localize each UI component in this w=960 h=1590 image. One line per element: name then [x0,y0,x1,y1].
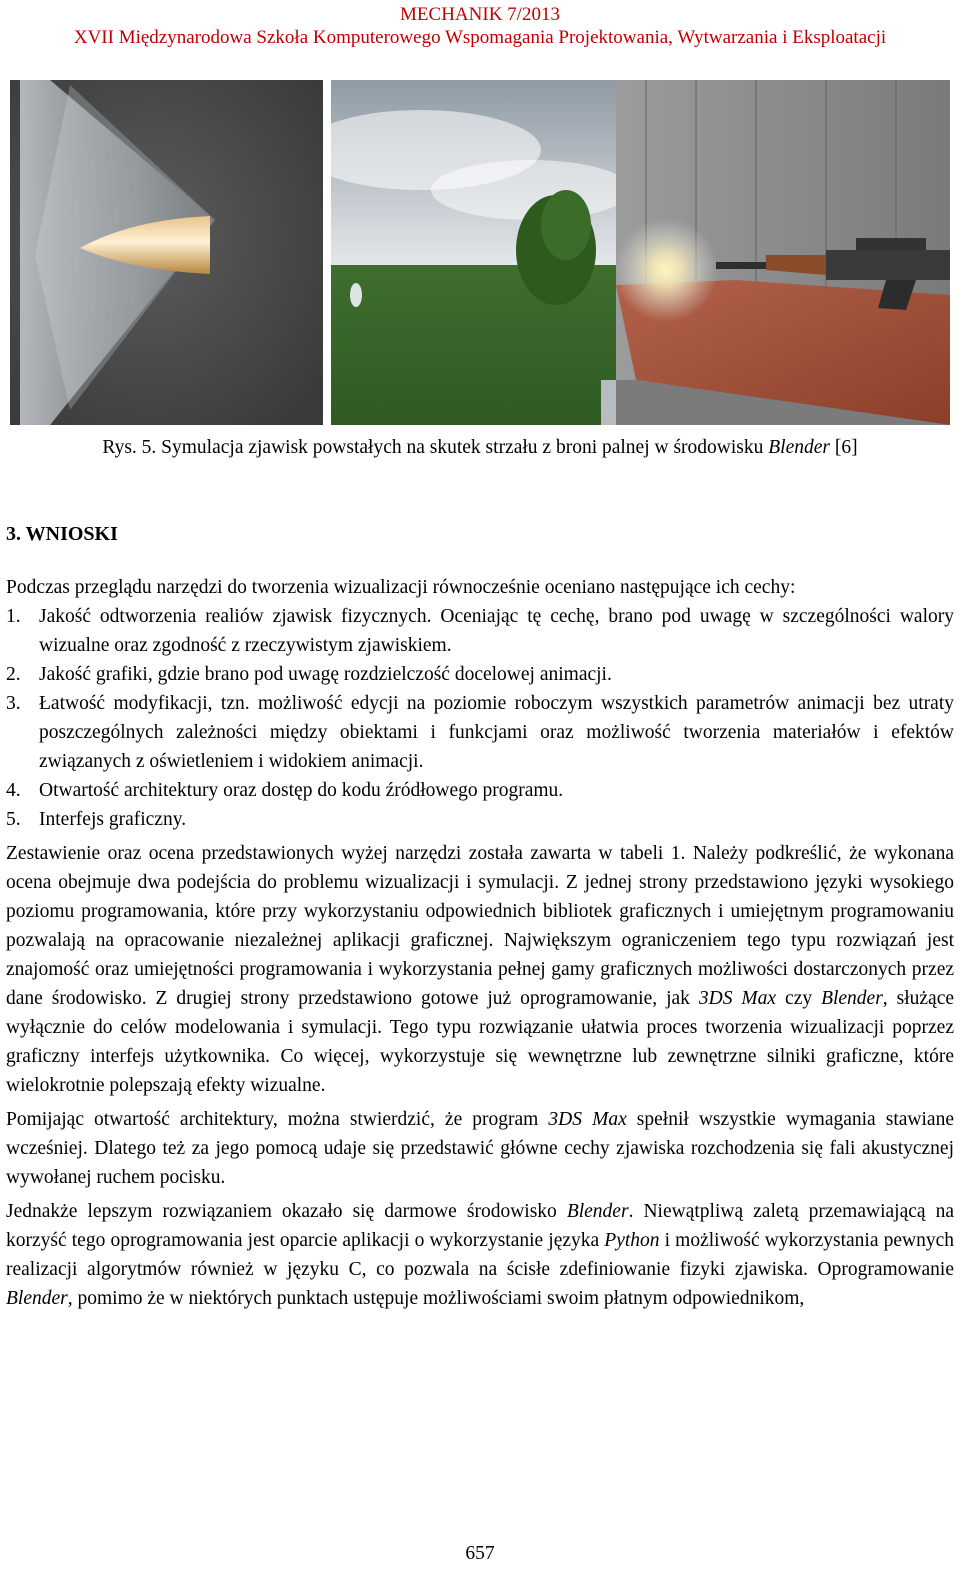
figure-caption [0,437,960,459]
software-name: 3DS Max [548,1109,627,1130]
list-text: Otwartość architektury oraz dostęp do kodu źródłowego programu. [39,780,564,801]
list-number: 4. [6,780,21,801]
text-run: spełnił wszystkie wymagania stawiane wcześniej. Dlatego też za jego pomocą udaje się przedstawić główne cechy zjawiska rozchodzenia się fali akustycznej wywołanej ruchem pocisku. [6,1109,954,1188]
list-text: Jakość odtworzenia realiów zjawisk fizycznych. Oceniając tę cechę, brano pod uwagę w szczególności walory wizualne oraz zgodność z rzeczywistym zjawiskiem. [39,606,954,656]
list-text: Jakość grafiki, gdzie brano pod uwagę rozdzielczość docelowej animacji. [39,664,612,685]
software-name: 3DS Max [698,988,777,1009]
page-header [0,4,960,50]
list-number: 1. [6,606,21,627]
caption-software: Blender [768,437,830,458]
journal-title: MECHANIK 7/2013 [400,4,560,25]
landscape-render [331,80,616,425]
caption-prefix: Rys. 5. Symulacja zjawisk powstałych na skutek strzału z broni palnej w środowisku [102,437,769,458]
figure-rys-5 [10,80,950,425]
list-item [6,776,954,805]
software-name: Blender [566,1201,629,1222]
list-item [6,660,954,689]
software-name: Blender [6,1288,68,1309]
list-item [6,689,954,776]
text-run: , pomimo że w niektórych punktach ustępuje możliwościami swoim płatnym odpowiednikom, [67,1288,805,1309]
software-name: Python [604,1230,660,1251]
text-run: Pomijając otwartość architektury, można stwierdzić, że program [6,1109,549,1130]
paragraph-blender [6,1197,954,1313]
caption-reference: [6] [830,437,858,458]
text-run: czy [776,988,822,1009]
text-run: Jednakże lepszym rozwiązaniem okazało się darmowe środowisko [6,1201,567,1222]
intro-paragraph: Podczas przeglądu narzędzi do tworzenia wizualizacji równocześnie oceniano następujące ich cechy: [6,577,796,598]
list-number: 2. [6,664,21,685]
criteria-list [6,602,954,834]
bullet-shockwave-render [10,80,323,425]
list-number: 3. [6,693,21,714]
list-number: 5. [6,809,21,830]
software-name: Blender [821,988,883,1009]
body-text [6,573,954,1313]
list-text: Łatwość modyfikacji, tzn. możliwość edycji na poziomie roboczym wszystkich parametrów animacji bez utraty poszczególnych zależności między obiektami i funkcjami oraz możliwość tworzenia materiałów i efektów związanych z oświetleniem i widokiem animacji. [39,693,954,772]
conference-title: XVII Międzynarodowa Szkoła Komputerowego Wspomagania Projektowania, Wytwarzania i Eksploatacji [73,27,887,48]
list-text: Interfejs graficzny. [39,809,187,830]
text-run: , służące wyłącznie do celów modelowania i symulacji. Tego typu rozwiązanie ułatwia proces tworzenia wizualizacji poprzez graficzny interfejs użytkownika. Co więcej, wykorzystuje się wewnętrzne lub zewnętrzne silniki graficzne, które wielokrotnie polepszają efekty wizualne. [6,988,955,1096]
paragraph-3dsmax [6,1105,954,1192]
page-number: 657 [465,1543,495,1564]
rifle-muzzle-render [616,80,950,425]
section-heading: 3. WNIOSKI [6,523,118,545]
text-run: Zestawienie oraz ocena przedstawionych wyżej narzędzi została zawarta w tabeli 1. Należy podkreślić, że wykonana ocena obejmuje dwa podejścia do problemu wizualizacji i symulacji. Z jednej strony przedstawiono języki wysokiego poziomu programowania, które przy wykorzystaniu odpowiednich bibliotek graficznych i umiejętnym programowaniu pozwalają na opracowanie niezależnej aplikacji graficznej. Największym ograniczeniem tego typu rozwiązań jest znajomość oraz umiejętności programowania i wykorzystania pełnej gamy graficznych możliwości dostarczonych przez dane środowisko. Z drugiej strony przedstawiono gotowe już oprogramowanie, jak [6,843,954,1009]
list-item [6,805,954,834]
list-item [6,602,954,660]
text-run: . Niewątpliwą zaletą przemawiającą na korzyść tego oprogramowania jest oparcie aplikacji o wykorzystanie języka [6,1201,954,1251]
paragraph-comparison [6,839,954,1100]
text-run: i możliwość wykorzystania pewnych realizacji algorytmów również w języku C, co pozwala na ścisłe zdefiniowanie fizyki zjawiska. Oprogramowanie [6,1230,954,1280]
